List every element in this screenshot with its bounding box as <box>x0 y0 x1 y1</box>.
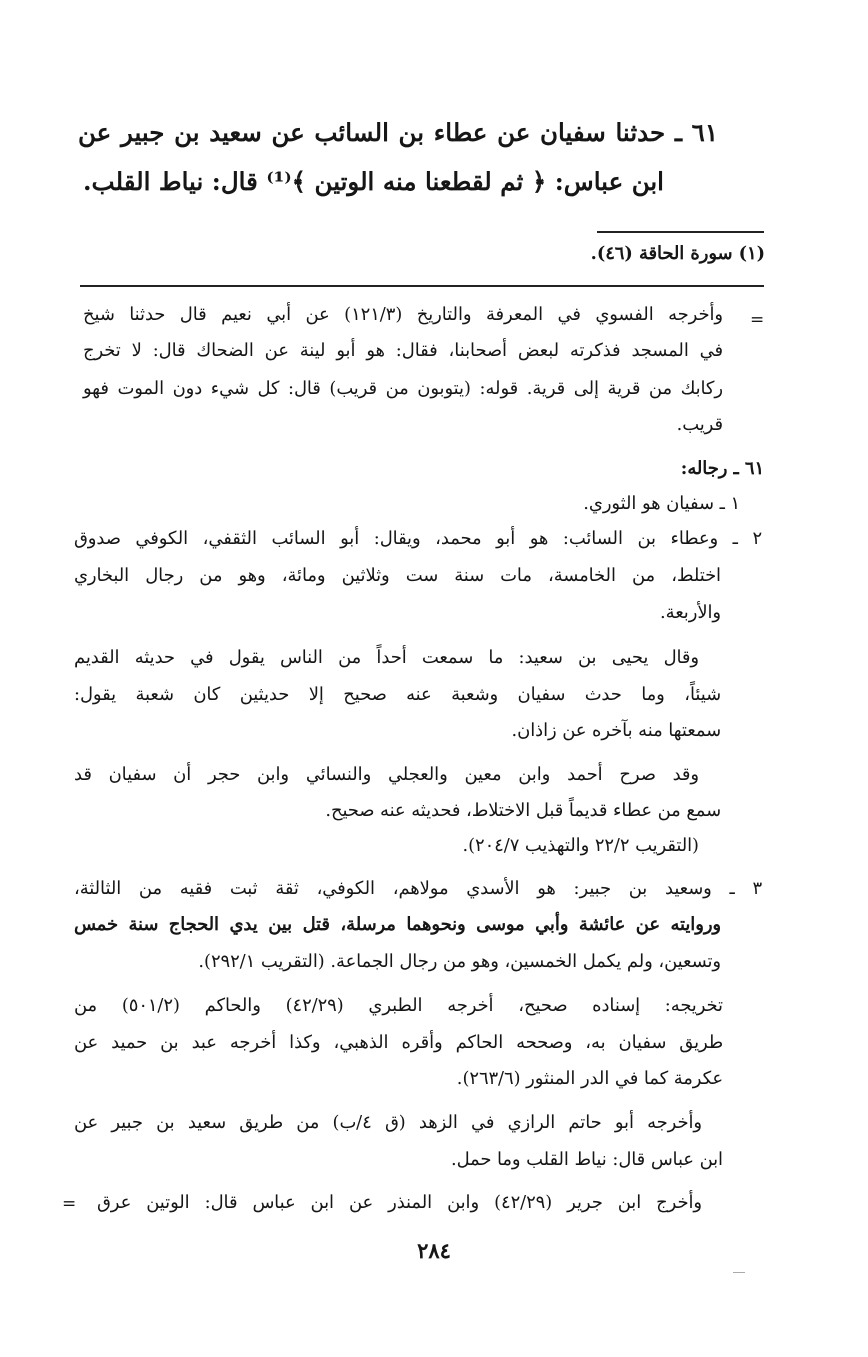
yahya-line-1: وقال يحيى بن سعيد: ما سمعت أحداً من الناس يقول في حديثه القديم <box>74 647 699 668</box>
narrator-3-line-1: ٣ ـ وسعيد بن جبير: هو الأسدي مولاهم، الكوفي، ثقة ثبت فقيه من الثالثة، <box>74 878 762 899</box>
narrator-3-line-3: وتسعين، ولم يكمل الخمسين، وهو من رجال الجماعة. (التقريب ٢٩٢/١). <box>198 951 721 972</box>
abuhatim-line-2: ابن عباس قال: نياط القلب وما حمل. <box>450 1149 723 1170</box>
continuation-line-3: ركابك من قرية إلى قرية. قوله: (يتوبون من قريب) قال: كل شيء دون الموت فهو <box>83 378 723 399</box>
page-number: ٢٨٤ <box>417 1238 451 1263</box>
ahmad-line-1: وقد صرح أحمد وابن معين والعجلي والنسائي وابن حجر أن سفيان قد <box>74 764 699 785</box>
takhrij-line-3: عكرمة كما في الدر المنثور (٢٦٣/٦). <box>456 1068 723 1089</box>
footnote-separator <box>597 231 764 233</box>
abuhatim-line-1: وأخرجه أبو حاتم الرازي في الزهد (ق ٤/ب) من طريق سعيد بن جبير عن <box>74 1112 702 1133</box>
continuation-mark: = <box>750 310 765 330</box>
footnote-bottom-rule <box>80 285 764 287</box>
section-heading: ٦١ ـ رجاله: <box>680 458 764 479</box>
narrator-2-line-2: اختلط، من الخامسة، مات سنة ست وثلاثين ومائة، وهو من رجال البخاري <box>74 565 721 586</box>
continuation-line-1: وأخرجه الفسوي في المعرفة والتاريخ (١٢١/٣) عن أبي نعيم قال حدثنا شيخ <box>83 304 723 325</box>
narrator-3-line-2: وروايته عن عائشة وأبي موسى ونحوهما مرسلة، قتل بين يدي الحجاج سنة خمس <box>74 914 721 935</box>
ibnjarir-continuation-mark: = <box>62 1194 77 1214</box>
page-mark <box>733 1272 745 1273</box>
yahya-line-2: شيئاً، وما حدث سفيان وشعبة عنه صحيح إلا حديثين كان شعبة يقول: <box>74 684 721 705</box>
footnote-surah: (١) سورة الحاقة (٤٦). <box>590 243 765 264</box>
narrator-1: ١ ـ سفيان هو الثوري. <box>583 493 740 514</box>
hadith-line-1: ٦١ ـ حدثنا سفيان عن عطاء بن السائب عن سعيد بن جبير عن <box>78 118 718 147</box>
narrator-2-line-1: ٢ ـ وعطاء بن السائب: هو أبو محمد، ويقال: أبو السائب الثقفي، الكوفي صدوق <box>74 528 762 549</box>
continuation-line-2: في المسجد فذكرته لبعض أصحابنا، فقال: هو أبو لينة عن الضحاك قال: لا تخرج <box>83 340 723 361</box>
takhrij-line-1: تخريجه: إسناده صحيح، أخرجه الطبري (٤٢/٢٩) والحاكم (٥٠١/٢) من <box>74 995 723 1016</box>
ibnjarir-line: وأخرج ابن جرير (٤٢/٢٩) وابن المنذر عن ابن عباس قال: الوتين عرق <box>97 1192 702 1213</box>
hadith-line-2: ابن عباس: ﴿ ثم لقطعنا منه الوتين ﴾⁽¹⁾ قال: نياط القلب. <box>83 167 664 196</box>
yahya-line-3: سمعتها منه بآخره عن زاذان. <box>511 720 721 741</box>
ahmad-line-2: سمع من عطاء قديماً قبل الاختلاط، فحديثه عنه صحيح. <box>325 800 721 821</box>
ahmad-line-3: (التقريب ٢٢/٢ والتهذيب ٢٠٤/٧). <box>462 835 699 856</box>
continuation-line-4: قريب. <box>676 414 723 435</box>
takhrij-line-2: طريق سفيان به، وصححه الحاكم وأقره الذهبي، وكذا أخرجه عبد بن حميد عن <box>74 1032 723 1053</box>
narrator-2-line-3: والأربعة. <box>660 602 721 623</box>
